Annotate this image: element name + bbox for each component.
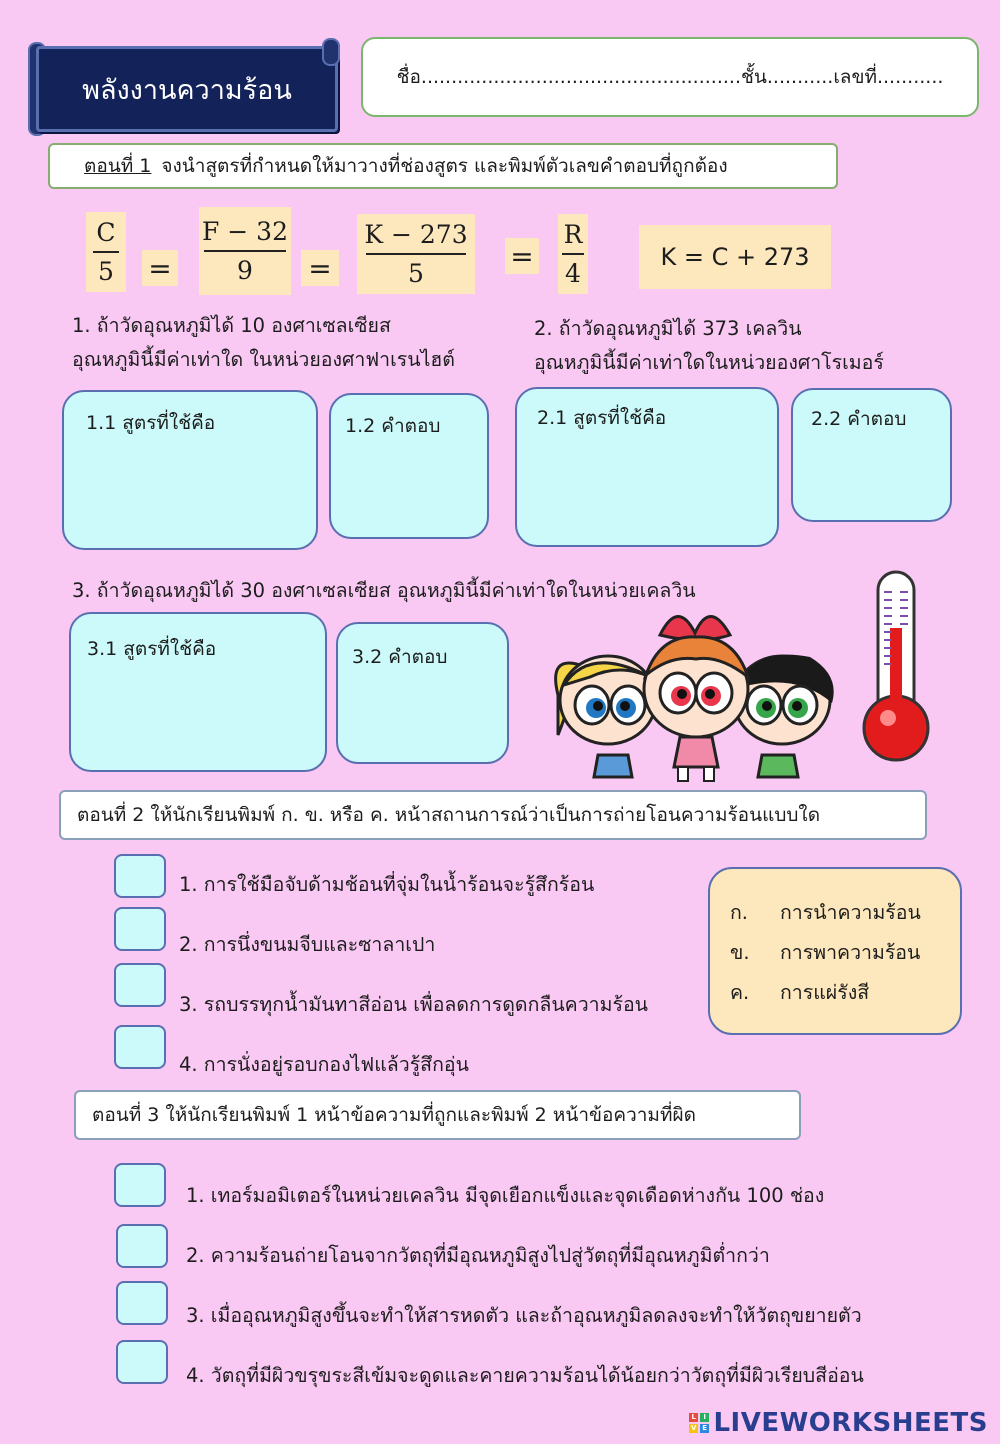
q1-answer-label: 1.2 คำตอบ [345, 415, 441, 437]
cartoon-girl-blue [556, 656, 656, 777]
heat-transfer-legend [708, 867, 962, 1035]
logo-block-e: E [702, 1424, 708, 1432]
logo-blocks-icon [689, 1413, 709, 1433]
question-1-line1: 1. ถ้าวัดอุณหภูมิได้ 10 องศาเซลเซียส [72, 314, 391, 337]
formula-celsius[interactable] [86, 212, 126, 292]
celsius-denominator: 5 [98, 257, 114, 286]
q2-answer-label: 2.2 คำตอบ [811, 408, 907, 430]
part2-answer-box-1[interactable] [114, 854, 166, 898]
q1-answer-input[interactable] [329, 393, 489, 539]
q2-formula-label: 2.1 สูตรที่ใช้คือ [537, 407, 667, 429]
cartoon-girl-green [734, 655, 834, 777]
title-banner [28, 38, 340, 134]
page-title: พลังงานความร้อน [82, 74, 292, 106]
q2-formula-drop-box[interactable] [515, 387, 779, 547]
part2-answer-box-3[interactable] [114, 963, 166, 1007]
fraction-bar [93, 251, 119, 253]
question-3 [72, 574, 792, 608]
cartoon-characters-illustration [550, 605, 845, 785]
part3-item-4: 4. วัตถุที่มีผิวขรุขระสีเข้มจะดูดและคายความร้อนได้น้อยกว่าวัตถุที่มีผิวเรียบสีอ่อน [186, 1364, 864, 1387]
kelvin-numerator: K − 273 [364, 220, 468, 249]
reaumur-numerator: R [563, 220, 583, 249]
part2-answer-box-2[interactable] [114, 907, 166, 951]
formula-kelvin[interactable] [357, 214, 475, 294]
equals-sign: = [142, 250, 178, 286]
fraction-bar [204, 250, 286, 252]
part3-answer-box-3[interactable] [116, 1281, 168, 1325]
formula-kelvin-celsius[interactable]: K = C + 273 [639, 225, 831, 289]
formula-fahrenheit[interactable] [199, 207, 291, 295]
fahrenheit-numerator: F − 32 [202, 217, 288, 246]
legend-key: ก. [730, 901, 749, 924]
fahrenheit-denominator: 9 [237, 256, 253, 285]
legend-row [730, 937, 960, 977]
fraction-bar [562, 253, 584, 255]
question-1 [72, 309, 512, 377]
q3-answer-input[interactable] [336, 622, 509, 764]
reaumur-denominator: 4 [565, 259, 581, 288]
part1-heading [48, 143, 838, 189]
logo-block-l: L [689, 1413, 698, 1422]
part2-item-2: 2. การนึ่งขนมจีบและซาลาเปา [179, 933, 436, 956]
part2-item-3: 3. รถบรรทุกน้ำมันทาสีอ่อน เพื่อลดการดูดกลืนความร้อน [179, 993, 648, 1016]
part3-item-2: 2. ความร้อนถ่ายโอนจากวัตถุที่มีอุณหภูมิสูงไปสู่วัตถุที่มีอุณหภูมิต่ำกว่า [186, 1244, 770, 1267]
equals-sign: = [301, 250, 339, 286]
part2-answer-box-4[interactable] [114, 1025, 166, 1069]
q1-formula-label: 1.1 สูตรที่ใช้คือ [86, 412, 216, 434]
question-1-line2: อุณหภูมินี้มีค่าเท่าใด ในหน่วยองศาฟาเรนไฮต์ [72, 348, 455, 371]
part3-answer-box-1[interactable] [114, 1163, 166, 1207]
part1-label: ตอนที่ 1 [84, 155, 152, 177]
equals-sign: = [505, 238, 539, 274]
logo-block-v: V [690, 1424, 697, 1432]
question-2-line2: อุณหภูมินี้มีค่าเท่าใดในหน่วยองศาโรเมอร์ [534, 351, 884, 374]
legend-value: การพาความร้อน [780, 941, 921, 964]
logo-block-i: I [700, 1413, 709, 1422]
part3-instruction: ตอนที่ 3 ให้นักเรียนพิมพ์ 1 หน้าข้อความที่ถูกและพิมพ์ 2 หน้าข้อความที่ผิด [92, 1104, 696, 1126]
banner-body [36, 46, 338, 132]
part3-answer-box-4[interactable] [116, 1340, 168, 1384]
part2-item-1: 1. การใช้มือจับด้ามช้อนที่จุ่มในน้ำร้อนจะรู้สึกร้อน [179, 873, 595, 896]
question-3-line1: 3. ถ้าวัดอุณหภูมิได้ 30 องศาเซลเซียส อุณหภูมินี้มีค่าเท่าใดในหน่วยเคลวิน [72, 579, 696, 602]
legend-value: การนำความร้อน [780, 901, 921, 924]
q3-formula-drop-box[interactable] [69, 612, 327, 772]
question-2 [534, 312, 974, 380]
part2-item-4: 4. การนั่งอยู่รอบกองไฟแล้วรู้สึกอุ่น [179, 1053, 469, 1076]
celsius-numerator: C [96, 218, 116, 247]
formula-reaumur[interactable] [558, 214, 588, 294]
part3-item-3: 3. เมื่ออุณหภูมิสูงขึ้นจะทำให้สารหดตัว และถ้าอุณหภูมิลดลงจะทำให้วัตถุขยายตัว [186, 1304, 862, 1327]
legend-row [730, 977, 960, 1017]
legend-key: ค. [730, 981, 750, 1004]
cartoon-girl-pink [644, 616, 748, 781]
q3-answer-label: 3.2 คำตอบ [352, 646, 448, 668]
q2-answer-input[interactable] [791, 388, 952, 522]
fraction-bar [366, 253, 466, 255]
part2-heading [59, 790, 927, 840]
part2-instruction: ตอนที่ 2 ให้นักเรียนพิมพ์ ก. ข. หรือ ค. หน้าสถานการณ์ว่าเป็นการถ่ายโอนความร้อนแบบใด [77, 804, 821, 826]
banner-curl-right [322, 38, 340, 66]
question-2-line1: 2. ถ้าวัดอุณหภูมิได้ 373 เคลวิน [534, 317, 802, 340]
logo-text: LIVEWORKSHEETS [713, 1408, 988, 1438]
student-info-line: ชื่อ.....................................................ชั้น...........เลขที่........... [396, 66, 944, 88]
kelvin-denominator: 5 [408, 259, 424, 288]
legend-key: ข. [730, 941, 750, 964]
thermometer-icon [860, 568, 932, 766]
part3-answer-box-2[interactable] [116, 1224, 168, 1268]
student-info-box [361, 37, 979, 117]
part3-item-1: 1. เทอร์มอมิเตอร์ในหน่วยเคลวิน มีจุดเยือกแข็งและจุดเดือดห่างกัน 100 ช่อง [186, 1184, 825, 1207]
part3-heading [74, 1090, 801, 1140]
q1-formula-drop-box[interactable] [62, 390, 318, 550]
q3-formula-label: 3.1 สูตรที่ใช้คือ [87, 638, 217, 660]
legend-row [730, 897, 960, 937]
legend-value: การแผ่รังสี [780, 981, 870, 1004]
part1-instruction: จงนำสูตรที่กำหนดให้มาวางที่ช่องสูตร และพิมพ์ตัวเลขคำตอบที่ถูกต้อง [161, 155, 728, 177]
liveworksheets-logo [689, 1408, 988, 1438]
